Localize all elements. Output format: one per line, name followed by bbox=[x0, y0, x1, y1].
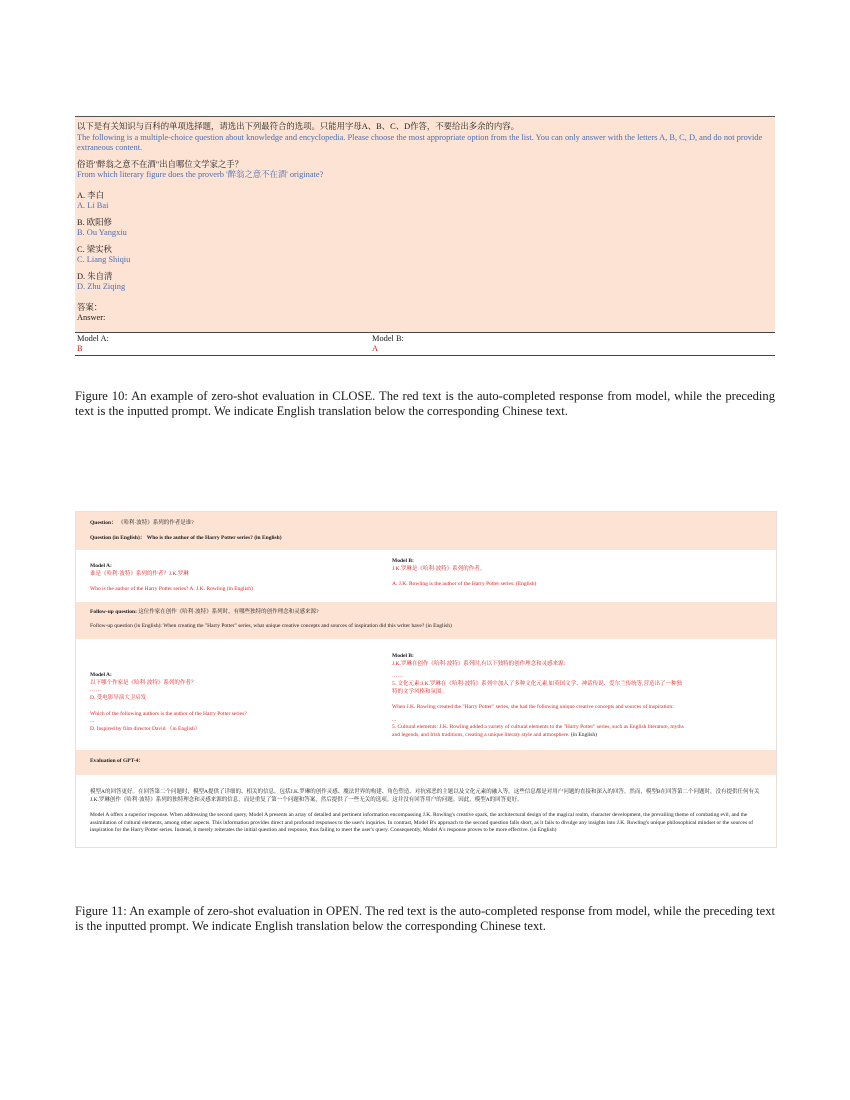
figure-11-open-example bbox=[75, 511, 777, 848]
model-answers-row bbox=[75, 332, 775, 356]
evaluation-band bbox=[76, 750, 776, 776]
question-en-label: Question (in English)： bbox=[90, 534, 146, 541]
question-text: 《哈利·波特》系列的作者是谁? bbox=[117, 520, 194, 526]
question-en-text: Who is the author of the Harry Potter series? (in English) bbox=[146, 534, 282, 541]
instruction-zh: 以下是有关知识与百科的单项选择题，请选出下列最符合的选项。只能用字母A、B、C、D作答，不要给出多余的内容。 bbox=[77, 122, 520, 131]
turn-1-model-b-zh: J.K.罗琳是《哈利·波特》系列的作者。 bbox=[392, 565, 486, 572]
follow-up-band bbox=[76, 602, 776, 639]
follow-up-text: 这位作家在创作《哈利·波特》系列时，有哪些独特的创作理念和灵感来源? bbox=[138, 608, 319, 615]
turn-1-model-a-zh: 谁是《哈利·波特》系列的作者？J.K.罗琳 bbox=[90, 570, 189, 577]
turn-1-model-a-label: Model A: bbox=[90, 563, 112, 570]
question-label: Question： bbox=[90, 520, 117, 526]
model-a-answer: B bbox=[77, 343, 83, 353]
figure-10-close-example bbox=[75, 116, 775, 356]
follow-up-en: Follow-up question (in English): When creating the "Harry Potter" series, what unique creative concepts and sources of inspiration did this writer have? (in English) bbox=[90, 622, 452, 629]
evaluation-zh: 模型A的回答更好。在回答第二个问题时，模型A提供了详细的、相关的信息，包括J.K.罗琳的创作灵感、魔法世界的构建、角色塑造、对抗邪恶的主题以及文化元素的融入等。这些信息都是对用户问题的直接和深入的回答。然而，模型B在回答第二个问题时，没有提供任何有关J.K.罗琳创作《哈利·波特》系列的独特理念和灵感来源的信息，而是重复了第一个问题和答案，然后提供了一些无关的选项。这并没有回答用户的问题。因此，模型A的回答更好。 bbox=[90, 789, 760, 803]
instruction-en: The following is a multiple-choice question about knowledge and encyclopedia. Please choose the most appropriate option from the list. You can only answer with the letters A, B, C, D, and do not provide extraneous content. bbox=[77, 132, 763, 152]
turn-2-model-a-label: Model A: bbox=[90, 672, 112, 679]
turn-2-model-a-en-dots: ... bbox=[90, 718, 95, 725]
option-a-zh: A. 李白 bbox=[77, 190, 104, 200]
option-c-zh: C. 梁实秋 bbox=[77, 244, 112, 254]
prompt-box bbox=[75, 116, 775, 332]
evaluation-label: Evaluation of GPT-4： bbox=[90, 757, 144, 764]
turn-2-responses bbox=[76, 639, 776, 749]
turn-1-model-a-en: Who is the author of the Harry Potter series? A. J.K. Rowling (in English) bbox=[90, 586, 253, 593]
turn-2-model-b-en-dots: ... bbox=[392, 716, 397, 723]
turn-2-model-b-dots: …… bbox=[392, 673, 403, 680]
turn-1-responses bbox=[76, 550, 776, 602]
model-b-answer: A bbox=[372, 343, 379, 353]
turn-2-model-a-en: Which of the following authors is the author of the Harry Potter series? bbox=[90, 710, 247, 717]
option-c-en: C. Liang Shiqiu bbox=[77, 255, 131, 264]
turn-2-model-b-zh: J.K.罗琳在创作《哈利·波特》系列时,有以下独特的创作理念和灵感来源: bbox=[392, 660, 566, 667]
turn-2-model-b-zh2: 5. 文化元素:J.K.罗琳在《哈利·波特》系列中加入了多种文化元素,如英国文学、神话传说、爱尔兰传统等,营造出了一种独特的文学风格和氛围。 bbox=[392, 680, 682, 695]
follow-up-label: Follow-up question: bbox=[90, 608, 137, 615]
figure-10-caption: Figure 10: An example of zero-shot evaluation in CLOSE. The red text is the auto-completed response from model, while the preceding text is the inputted prompt. We indicate English translation below the corresponding Chinese text. bbox=[75, 389, 775, 418]
evaluation-en: Model A offers a superior response. When addressing the second query, Model A presents an array of detailed and pertinent information encompassing J.K. Rowling's creative spark, the architectural design of the magical realm, character development, the prevailing theme of combating evil, and the assimilation of cultural elements, among other aspects. This information provides direct and profound responses to the user's inquiries. In contrast, Model B's approach to the second question falls short, as it fails to divulge any insights into J.K. Rowling's unique philosophical mindset or the sources of inspiration for the Harry Potter series. Instead, it merely reiterates the initial question and response, thus failing to meet the user's query. Consequently, Model A's response proves to be more effective. (in English) bbox=[90, 812, 754, 834]
turn-2-model-b-en: When J.K. Rowling created the "Harry Potter" series, she had the following unique creative concepts and sources of inspiration: bbox=[392, 704, 674, 711]
turn-2-model-b-label: Model B: bbox=[392, 653, 414, 660]
question-band bbox=[76, 512, 776, 550]
option-b-zh: B. 欧阳修 bbox=[77, 217, 112, 227]
turn-2-model-a-dots: …… bbox=[90, 687, 101, 694]
question-en: From which literary figure does the proverb '醉翁之意不在酒' originate? bbox=[77, 170, 324, 179]
option-a-en: A. Li Bai bbox=[77, 201, 109, 210]
turn-1-model-b bbox=[392, 558, 694, 594]
option-d-zh: D. 朱自清 bbox=[77, 271, 113, 281]
turn-2-model-a bbox=[90, 653, 392, 739]
turn-2-model-b-en2: 5. Cultural elements: J.K. Rowling added a variety of cultural elements to the "Harry Potter" series, such as English literature, myths and legends, and Irish traditions, creating a unique literary style and atmosphere. bbox=[392, 724, 684, 738]
turn-2-model-a-zh2: D. 受电影导演大卫启发 bbox=[90, 694, 147, 701]
turn-2-model-b-en2-tag: (in English) bbox=[570, 731, 597, 738]
evaluation-body bbox=[76, 775, 776, 847]
option-d-en: D. Zhu Ziqing bbox=[77, 282, 126, 291]
answer-zh: 答案： bbox=[77, 302, 103, 312]
model-a-label: Model A: bbox=[77, 333, 109, 343]
model-b-label: Model B: bbox=[372, 333, 404, 343]
answer-en: Answer: bbox=[77, 313, 106, 322]
turn-1-model-b-en: A. J.K. Rowling is the author of the Harry Potter series. (English) bbox=[392, 581, 537, 588]
turn-2-model-b bbox=[392, 653, 694, 739]
turn-1-model-b-label: Model B: bbox=[392, 558, 414, 565]
turn-2-model-a-en2: D. Inspired by film director David （in English） bbox=[90, 725, 201, 732]
option-b-en: B. Ou Yangxiu bbox=[77, 228, 127, 237]
model-b-column bbox=[372, 334, 667, 354]
turn-2-model-a-zh: 以下哪个作家是《哈利·波特》系列的作者？ bbox=[90, 679, 197, 686]
model-a-column bbox=[77, 334, 372, 354]
question-zh: 俗语"醉翁之意不在酒"出自哪位文学家之手？ bbox=[77, 159, 243, 169]
figure-11-caption: Figure 11: An example of zero-shot evaluation in OPEN. The red text is the auto-completed response from model, while the preceding text is the inputted prompt. We indicate English translation below the corresponding Chinese text. bbox=[75, 904, 775, 933]
turn-1-model-a bbox=[90, 558, 392, 594]
